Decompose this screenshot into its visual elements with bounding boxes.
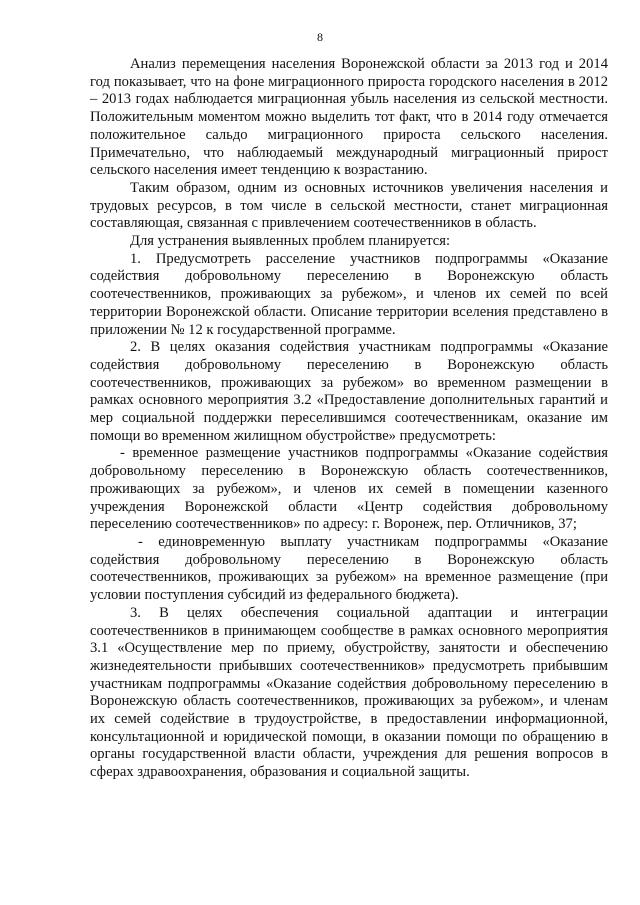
paragraph-item-2: 2. В целях оказания содействия участникам подпрограммы «Оказание содействия добровольному переселению в Воронежскую область соотечественников, проживающих за рубежом» во временном размещении в рамках основного мероприятия 3.2 «Предоставление дополнительных гарантий и мер социальной поддержки переселившимся соотечественникам, оказание им помощи во временном жилищном обустройстве» предусмотреть: [90, 339, 608, 444]
paragraph-conclusion: Таким образом, одним из основных источников увеличения населения и трудовых ресурсов, в том числе в сельской местности, станет миграционная составляющая, связанная с привлечением соотечественников в область. [90, 179, 608, 232]
paragraph-migration-analysis: Анализ перемещения населения Воронежской области за 2013 год и 2014 год показывает, что на фоне миграционного прироста городского населения в 2012 – 2013 годах наблюдается миграционная убыль населения из сельской местности. Положительным моментом можно выделить тот факт, что в 2014 году отмечается положительное сальдо миграционного прироста сельского населения. Примечательно, что наблюдаемый международный миграционный прирост сельского населения имеет тенденцию к возрастанию. [90, 56, 608, 179]
paragraph-item-3: 3. В целях обеспечения социальной адаптации и интеграции соотечественников в принимающем сообществе в рамках основного мероприятия 3.1 «Осуществление мер по приему, обустройству, занятости и обеспечению жизнедеятельности прибывших соотечественников» предусмотреть прибывшим участникам подпрограммы «Оказание содействия добровольному переселению в Воронежскую область соотечественников, проживающих за рубежом», и членам их семей содействие в трудоустройстве, в предоставлении информационной, консультационной и юридической помощи, в оказании помощи по обращению в органы государственной власти области, учреждения для решения вопросов в сферах здравоохранения, образования и социальной защиты. [90, 604, 608, 781]
document-body [90, 56, 608, 782]
paragraph-plan-intro: Для устранения выявленных проблем планируется: [130, 233, 450, 250]
paragraph-item-1: 1. Предусмотреть расселение участников подпрограммы «Оказание содействия добровольному переселению в Воронежскую область соотечественников, проживающих за рубежом», и членов их семей по всей территории Воронежской области. Описание территории вселения представлено в приложении № 12 к государственной программе. [90, 250, 608, 338]
paragraph-item-2-bullet-temporary-housing: - временное размещение участников подпрограммы «Оказание содействия добровольному переселению в Воронежскую область соотечественников, проживающих за рубежом», и членов их семей в помещении казенного учреждения Воронежской области «Центр содействия добровольному переселению соотечественников» по адресу: г. Воронеж, пер. Отличников, 37; [90, 445, 608, 533]
page-number: 8 [317, 30, 323, 44]
paragraph-item-2-bullet-lump-sum: - единовременную выплату участникам подпрограммы «Оказание содействия добровольному переселению в Воронежскую область соотечественников, проживающих за рубежом» на временное размещение (при условии поступления субсидий из федерального бюджета). [90, 533, 608, 604]
